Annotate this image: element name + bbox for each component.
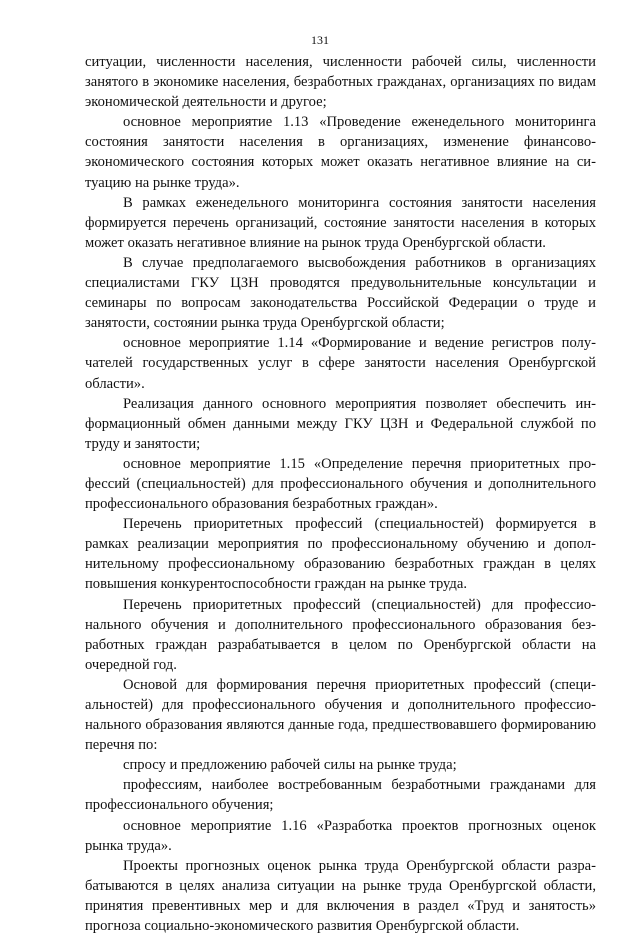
page-number: 131 bbox=[311, 33, 329, 47]
paragraph-12: профессиям, наиболее востребованным безработными гражданами для профессионального обучения; bbox=[85, 777, 596, 814]
paragraph-11: спросу и предложению рабочей силы на рынке труда; bbox=[123, 757, 457, 774]
paragraph-8: Перечень приоритетных профессий (специальностей) формируется в рамках реализации мероприятия по профессиональному обучению и дополнительному профессиональному образованию безработных граждан в целях повышения конкурентоспособности граждан на рынке труда. bbox=[85, 516, 596, 593]
paragraph-5: основное мероприятие 1.14 «Формирование и ведение регистров получателей государственных услуг в сфере занятости населения Оренбургской области». bbox=[85, 335, 596, 392]
paragraph-7: основное мероприятие 1.15 «Определение перечня приоритетных профессий (специальностей) для профессионального обучения и дополнительного профессионального образования безработных граждан». bbox=[85, 455, 596, 513]
paragraph-1: ситуации, численности населения, численности рабочей силы, численности занятого в экономике населения, безработных гражданах, организациях по видам экономической деятельности и другое; bbox=[85, 54, 596, 111]
paragraph-3: В рамках еженедельного мониторинга состояния занятости населения формируется перечень организаций, состояние занятости населения в которых может оказать негативное влияние на рынок труда Оренбургской области. bbox=[85, 194, 596, 251]
paragraph-10: Основой для формирования перечня приоритетных профессий (специальностей) для профессионального обучения и дополнительного профессионального образования являются данные года, предшествовавшего формированию перечня по: bbox=[85, 676, 596, 754]
paragraph-9: Перечень приоритетных профессий (специальностей) для профессионального обучения и дополнительного профессионального образования безработных граждан разрабатывается в целом по Оренбургской области на очередной год. bbox=[85, 596, 596, 673]
paragraph-14: Проекты прогнозных оценок рынка труда Оренбургской области разрабатываются в целях анализа ситуации на рынке труда Оренбургской области, принятия превентивных мер и для включения в раздел «Труд и занятость» прогноза социально-экономического развития Оренбургской области. bbox=[85, 857, 596, 935]
paragraph-2: основное мероприятие 1.13 «Проведение еженедельного мониторинга состояния занятости населения в организациях, изменение финансово-экономического состояния которых может оказать негативное влияние на ситуацию на рынке труда». bbox=[85, 114, 596, 191]
paragraph-13: основное мероприятие 1.16 «Разработка проектов прогнозных оценок рынка труда». bbox=[85, 817, 596, 854]
paragraph-6: Реализация данного основного мероприятия позволяет обеспечить информационный обмен данными между ГКУ ЦЗН и Федеральной службой по труду и занятости; bbox=[85, 395, 596, 452]
paragraph-4: В случае предполагаемого высвобождения работников в организациях специалистами ГКУ ЦЗН проводятся предувольнительные консультации и семинары по вопросам законодательства Российской Федерации о труде и занятости, состоянии рынка труда Оренбургской области; bbox=[85, 254, 596, 332]
document-body bbox=[85, 52, 596, 936]
